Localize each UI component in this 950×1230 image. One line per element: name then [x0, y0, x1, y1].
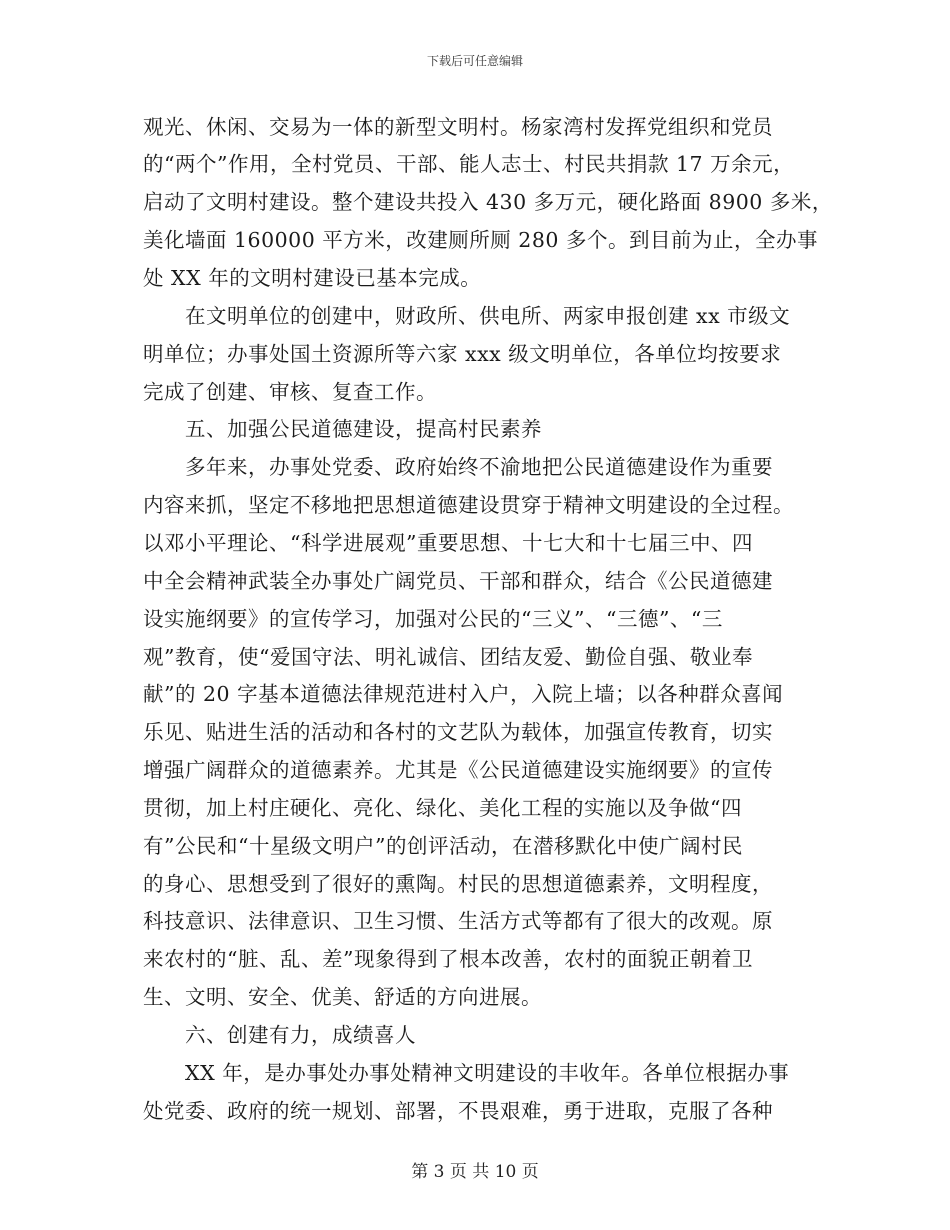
text-line: 生、文明、安全、优美、舒适的方向进展。	[143, 985, 542, 1009]
text-line: 处党委、政府的统一规划、部署，不畏艰难，勇于进取，克服了各种	[143, 1099, 773, 1123]
section-heading: 六、创建有力，成绩喜人	[143, 1023, 416, 1047]
text-line: 多年来，办事处党委、政府始终不渝地把公民道德建设作为重要	[143, 455, 773, 479]
text-line: 美化墙面 160000 平方米，改建厕所厕 280 多个。到目前为止，全办事	[143, 228, 818, 252]
text-line: 完成了创建、审核、复查工作。	[143, 380, 437, 404]
text-line: 明单位；办事处国土资源所等六家 xxx 级文明单位，各单位均按要求	[143, 342, 782, 366]
text-line: 以邓小平理论、“科学进展观”重要思想、十七大和十七届三中、四	[143, 531, 753, 555]
text-line: 的“两个”作用，全村党员、干部、能人志士、村民共捐款 17 万余元，	[143, 152, 795, 176]
page-footer: 第 3 页 共 10 页	[411, 1162, 539, 1182]
text-line: 设实施纲要》的宣传学习，加强对公民的“三义”、“三德”、“三	[143, 607, 723, 631]
text-line: 中全会精神武装全办事处广阔党员、干部和群众，结合《公民道德建	[143, 569, 773, 593]
text-line: 来农村的“脏、乱、差”现象得到了根本改善，农村的面貌正朝着卫	[143, 947, 753, 971]
text-line: 处 XX 年的文明村建设已基本完成。	[143, 266, 482, 290]
text-line: 有”公民和“十星级文明户”的创评活动，在潜移默化中使广阔村民	[143, 834, 743, 858]
text-line: 观光、休闲、交易为一体的新型文明村。杨家湾村发挥党组织和党员	[143, 115, 773, 139]
text-line: 科技意识、法律意识、卫生习惯、生活方式等都有了很大的改观。原	[143, 909, 773, 933]
text-line: 献”的 20 字基本道德法律规范进村入户，入院上墙；以各种群众喜闻	[143, 682, 784, 706]
section-heading: 五、加强公民道德建设，提高村民素养	[143, 417, 542, 441]
text-line: XX 年，是办事处办事处精神文明建设的丰收年。各单位根据办事	[143, 1061, 790, 1085]
text-line: 在文明单位的创建中，财政所、供电所、两家申报创建 xx 市级文	[143, 304, 791, 328]
text-line: 内容来抓，坚定不移地把思想道德建设贯穿于精神文明建设的全过程。	[143, 493, 794, 517]
text-line: 启动了文明村建设。整个建设共投入 430 多万元，硬化路面 8900 多米，	[143, 190, 833, 214]
text-line: 增强广阔群众的道德素养。尤其是《公民道德建设实施纲要》的宣传	[143, 758, 773, 782]
page-header: 下载后可任意编辑	[426, 54, 523, 68]
text-line: 贯彻，加上村庄硬化、亮化、绿化、美化工程的实施以及争做“四	[143, 796, 742, 820]
text-line: 乐见、贴进生活的活动和各村的文艺队为载体，加强宣传教育，切实	[143, 720, 773, 744]
text-line: 观”教育，使“爱国守法、明礼诚信、团结友爱、勤俭自强、敬业奉	[143, 645, 753, 669]
text-line: 的身心、思想受到了很好的熏陶。村民的思想道德素养，文明程度，	[143, 872, 773, 896]
